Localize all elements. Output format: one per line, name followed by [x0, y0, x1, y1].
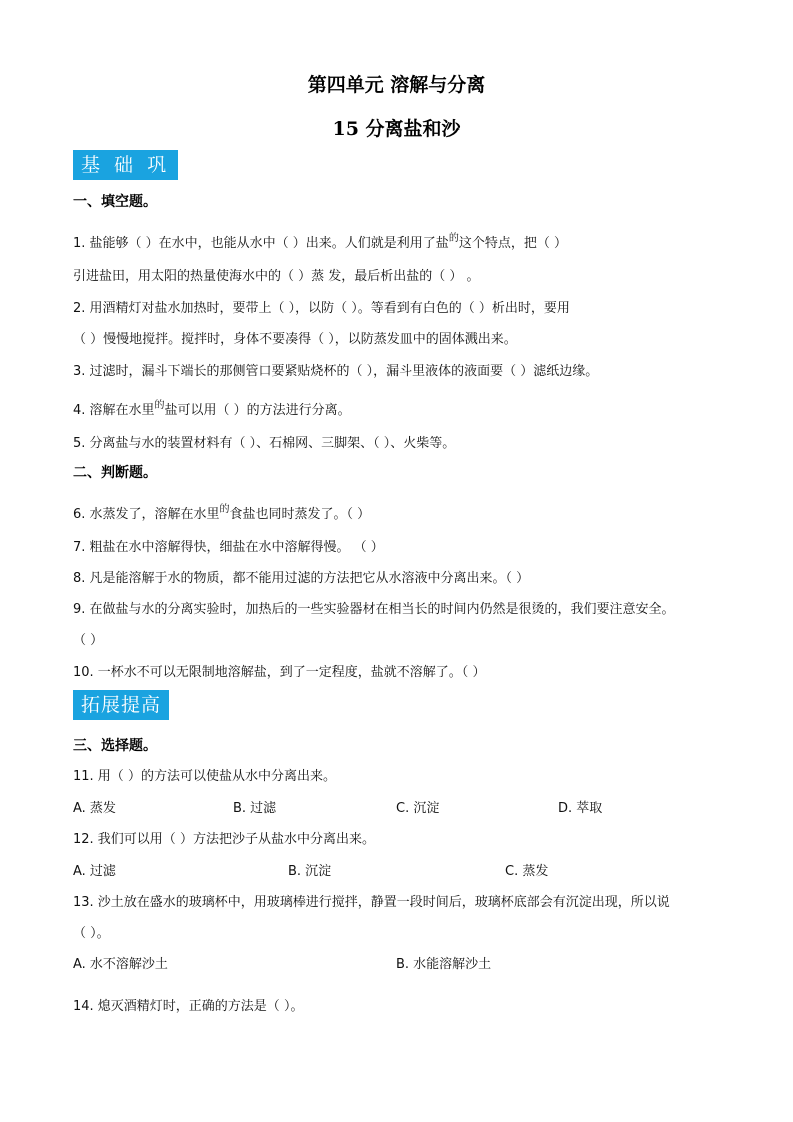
question-11-option-d: D. 萃取: [558, 801, 603, 816]
question-11-option-c: C. 沉淀: [396, 801, 440, 816]
question-6-sup: 的: [219, 504, 230, 515]
question-12-option-b: B. 沉淀: [288, 864, 332, 879]
section-choice: 三、选择题。: [73, 738, 157, 754]
question-2-line-2: （ ）慢慢地搅拌。搅拌时，身体不要凑得（ ），以防蒸发皿中的固体溅出来。: [73, 332, 517, 347]
question-4-sup: 的: [154, 400, 165, 411]
question-12-option-c: C. 蒸发: [505, 864, 549, 879]
question-9-line-1: 9. 在做盐与水的分离实验时，加热后的一些实验器材在相当长的时间内仍然是很烫的，我们要注意安全。: [73, 602, 675, 617]
question-13-line-1: 13. 沙土放在盛水的玻璃杯中，用玻璃棒进行搅拌，静置一段时间后，玻璃杯底部会有沉淀出现，所以说: [73, 895, 670, 910]
question-13-option-a: A. 水不溶解沙土: [73, 957, 168, 972]
question-4: [73, 399, 351, 418]
question-9-line-2: （ ）: [73, 633, 104, 648]
question-11-option-a: A. 蒸发: [73, 801, 116, 816]
unit-title: 第四单元 溶解与分离: [307, 74, 486, 96]
question-11-option-b: B. 过滤: [233, 801, 277, 816]
question-1-sup: 的: [448, 233, 459, 244]
question-4-text-a: 4. 溶解在水里: [73, 403, 155, 418]
banner-extend: 拓展提高: [73, 690, 169, 720]
section-judge: 二、判断题。: [73, 465, 157, 481]
question-5: 5. 分离盐与水的装置材料有（ ）、石棉网、三脚架、（ ）、火柴等。: [73, 436, 456, 451]
question-2-line-1: 2. 用酒精灯对盐水加热时，要带上（ ），以防（ ）。等看到有白色的（ ）析出时，要用: [73, 301, 570, 316]
question-1-line-2: 引进盐田，用太阳的热量使海水中的（ ）蒸 发，最后析出盐的（ ） 。: [73, 269, 480, 284]
question-1-text-b: 这个特点，把（ ）: [458, 236, 567, 251]
question-4-text-b: 盐可以用（ ）的方法进行分离。: [164, 403, 351, 418]
banner-basic: 基 础 巩: [73, 150, 178, 180]
question-1-text-a: 1. 盐能够（ ）在水中，也能从水中（ ）出来。人们就是利用了盐: [73, 236, 449, 251]
question-14: 14. 熄灭酒精灯时，正确的方法是（ ）。: [73, 999, 304, 1014]
question-6-text-a: 6. 水蒸发了，溶解在水里: [73, 507, 220, 522]
question-12-option-a: A. 过滤: [73, 864, 116, 879]
question-6-text-b: 食盐也同时蒸发了。（ ）: [229, 507, 371, 522]
question-7: 7. 粗盐在水中溶解得快，细盐在水中溶解得慢。 （ ）: [73, 540, 384, 555]
question-6: [73, 503, 370, 522]
lesson-title: 15 分离盐和沙: [332, 118, 461, 140]
question-10: 10. 一杯水不可以无限制地溶解盐，到了一定程度，盐就不溶解了。（ ）: [73, 665, 486, 680]
question-13-line-2: （ ）。: [73, 926, 110, 941]
question-11: 11. 用（ ）的方法可以使盐从水中分离出来。: [73, 769, 336, 784]
question-13-option-b: B. 水能溶解沙土: [396, 957, 492, 972]
question-12: 12. 我们可以用（ ）方法把沙子从盐水中分离出来。: [73, 832, 375, 847]
question-8: 8. 凡是能溶解于水的物质，都不能用过滤的方法把它从水溶液中分离出来。（ ）: [73, 571, 530, 586]
question-1-line-1: [73, 232, 567, 251]
question-3: 3. 过滤时，漏斗下端长的那侧管口要紧贴烧杯的（ ），漏斗里液体的液面要（ ）滤纸边缘。: [73, 364, 599, 379]
section-fill-blank: 一、填空题。: [73, 194, 157, 210]
